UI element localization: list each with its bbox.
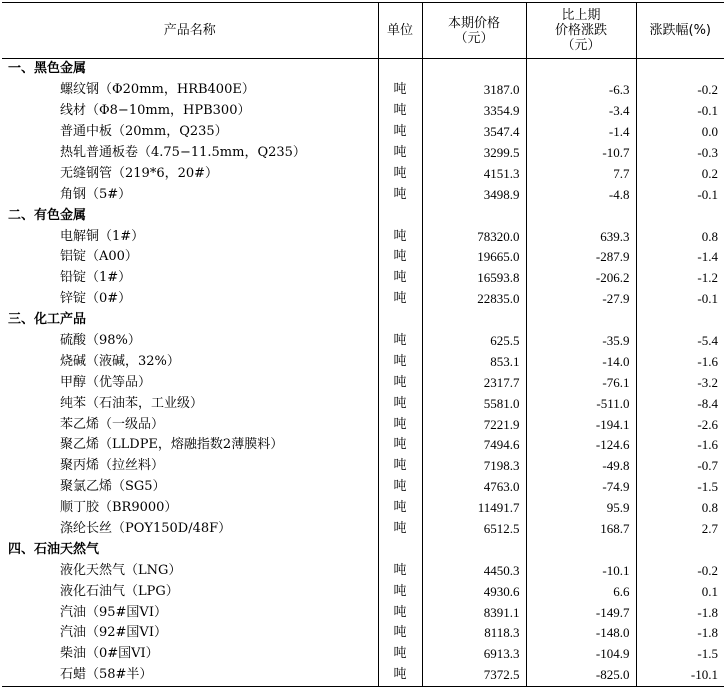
pct-cell: 0.8	[636, 498, 724, 519]
change-cell: -14.0	[526, 351, 636, 372]
unit-cell: 吨	[378, 226, 422, 247]
price-cell: 6913.3	[422, 644, 526, 665]
unit-cell: 吨	[378, 184, 422, 205]
pct-cell: -0.1	[636, 184, 724, 205]
table-row	[2, 414, 724, 435]
change-cell: -194.1	[526, 414, 636, 435]
product-name: 涤纶长丝（POY150D/48F）	[60, 521, 232, 537]
pct-cell: -1.6	[636, 435, 724, 456]
pct-cell: -0.1	[636, 289, 724, 310]
product-name: 聚氯乙烯（SG5）	[60, 479, 166, 495]
unit-cell	[378, 310, 422, 331]
category-title: 一、黑色金属	[8, 61, 87, 77]
unit-cell: 吨	[378, 665, 422, 686]
price-cell: 4763.0	[422, 477, 526, 498]
price-cell: 853.1	[422, 351, 526, 372]
pct-cell: -3.2	[636, 372, 724, 393]
price-cell	[422, 310, 526, 331]
table-row	[2, 372, 724, 393]
price-cell: 7198.3	[422, 456, 526, 477]
unit-cell: 吨	[378, 435, 422, 456]
pct-cell: 0.0	[636, 122, 724, 143]
table-row	[2, 289, 724, 310]
unit-cell: 吨	[378, 644, 422, 665]
price-cell: 625.5	[422, 331, 526, 352]
category-row	[2, 539, 724, 560]
header-price-line2: （元）	[454, 30, 494, 46]
change-cell	[526, 59, 636, 80]
pct-cell: -0.1	[636, 101, 724, 122]
table-row	[2, 122, 724, 143]
category-row	[2, 310, 724, 331]
change-cell: -10.7	[526, 143, 636, 164]
change-cell: -149.7	[526, 602, 636, 623]
product-name: 无缝钢管（219*6，20#）	[60, 165, 219, 181]
product-name: 电解铜（1#）	[60, 228, 145, 244]
pct-cell: -1.8	[636, 623, 724, 644]
product-name: 纯苯（石油苯，工业级）	[60, 395, 204, 411]
product-name: 热轧普通板卷（4.75−11.5mm，Q235）	[60, 145, 306, 160]
unit-cell: 吨	[378, 331, 422, 352]
unit-cell: 吨	[378, 101, 422, 122]
table-row	[2, 351, 724, 372]
price-cell: 22835.0	[422, 289, 526, 310]
product-name: 烧碱（液碱，32%）	[60, 353, 180, 369]
price-cell: 19665.0	[422, 247, 526, 268]
product-name: 螺纹钢（Φ20mm，HRB400E）	[60, 82, 255, 98]
change-cell: 7.7	[526, 163, 636, 184]
change-cell: -1.4	[526, 122, 636, 143]
unit-cell: 吨	[378, 289, 422, 310]
price-cell	[422, 59, 526, 80]
pct-cell: -0.3	[636, 143, 724, 164]
product-name: 甲醇（优等品）	[60, 374, 152, 390]
pct-cell: 0.1	[636, 581, 724, 602]
category-row	[2, 59, 724, 80]
product-name: 角钢（5#）	[60, 186, 132, 202]
unit-cell: 吨	[378, 414, 422, 435]
pct-cell: -10.1	[636, 665, 724, 686]
price-cell: 4930.6	[422, 581, 526, 602]
table-row	[2, 393, 724, 414]
product-name: 柴油（0#国VI）	[60, 646, 159, 662]
pct-cell: -2.6	[636, 414, 724, 435]
header-change-line3: （元）	[561, 38, 601, 53]
table-row	[2, 101, 724, 122]
change-cell: -511.0	[526, 393, 636, 414]
pct-cell: -0.7	[636, 456, 724, 477]
pct-cell: -0.2	[636, 560, 724, 581]
pct-cell: -1.8	[636, 602, 724, 623]
header-unit: 单位	[378, 3, 422, 59]
product-name: 液化天然气（LNG）	[60, 562, 182, 578]
change-cell: -148.0	[526, 623, 636, 644]
price-cell: 7221.9	[422, 414, 526, 435]
product-name: 聚乙烯（LLDPE，熔融指数2薄膜料）	[60, 437, 284, 453]
price-cell: 16593.8	[422, 268, 526, 289]
pct-cell: -0.2	[636, 80, 724, 101]
header-pct: 涨跌幅(%)	[636, 3, 724, 59]
table-row	[2, 268, 724, 289]
product-name: 石蜡（58#半）	[2, 665, 378, 686]
category-title: 三、化工产品	[8, 312, 87, 328]
unit-cell	[378, 539, 422, 560]
product-name: 苯乙烯（一级品）	[60, 416, 165, 432]
change-cell: -35.9	[526, 331, 636, 352]
price-cell	[422, 205, 526, 226]
header-name: 产品名称	[2, 3, 378, 59]
change-cell: -49.8	[526, 456, 636, 477]
table-row	[2, 163, 724, 184]
table-row	[2, 498, 724, 519]
pct-cell: -1.2	[636, 268, 724, 289]
unit-cell: 吨	[378, 581, 422, 602]
unit-cell: 吨	[378, 247, 422, 268]
category-title: 二、有色金属	[8, 207, 87, 223]
change-cell: -10.1	[526, 560, 636, 581]
header-price-line1: 本期价格	[447, 15, 500, 31]
unit-cell: 吨	[378, 80, 422, 101]
table-row	[2, 665, 724, 686]
product-name: 汽油（92#国VI）	[60, 625, 167, 641]
change-cell: -74.9	[526, 477, 636, 498]
change-cell: -3.4	[526, 101, 636, 122]
table-header	[2, 3, 724, 59]
change-cell: -206.2	[526, 268, 636, 289]
pct-cell: -1.5	[636, 477, 724, 498]
product-name: 线材（Φ8−10mm，HPB300）	[60, 103, 251, 119]
price-cell: 8391.1	[422, 602, 526, 623]
unit-cell: 吨	[378, 351, 422, 372]
table-row	[2, 644, 724, 665]
product-name: 硫酸（98%）	[60, 333, 141, 349]
unit-cell: 吨	[378, 456, 422, 477]
unit-cell: 吨	[378, 143, 422, 164]
change-cell: -104.9	[526, 644, 636, 665]
price-cell: 7494.6	[422, 435, 526, 456]
change-cell: -825.0	[526, 665, 636, 686]
unit-cell: 吨	[378, 268, 422, 289]
product-name: 顺丁胶（BR9000）	[60, 500, 178, 516]
price-cell: 3299.5	[422, 143, 526, 164]
pct-cell: -5.4	[636, 331, 724, 352]
pct-cell: -1.6	[636, 351, 724, 372]
price-cell: 78320.0	[422, 226, 526, 247]
table-row	[2, 477, 724, 498]
price-cell: 4151.3	[422, 163, 526, 184]
pct-cell: 0.8	[636, 226, 724, 247]
unit-cell: 吨	[378, 372, 422, 393]
unit-cell: 吨	[378, 498, 422, 519]
change-cell: -27.9	[526, 289, 636, 310]
table-row	[2, 519, 724, 540]
table-row	[2, 560, 724, 581]
table-row	[2, 247, 724, 268]
header-change	[526, 3, 636, 59]
product-name: 液化石油气（LPG）	[60, 583, 179, 599]
unit-cell	[378, 205, 422, 226]
pct-cell: -1.5	[636, 644, 724, 665]
change-cell: 95.9	[526, 498, 636, 519]
product-name: 汽油（95#国VI）	[60, 604, 167, 620]
change-cell: -6.3	[526, 80, 636, 101]
price-cell: 5581.0	[422, 393, 526, 414]
table-row	[2, 226, 724, 247]
header-change-line2: 价格涨跌	[554, 23, 607, 38]
pct-cell	[636, 310, 724, 331]
change-cell: -124.6	[526, 435, 636, 456]
pct-cell: 0.2	[636, 163, 724, 184]
table-row	[2, 435, 724, 456]
price-table	[2, 2, 724, 687]
pct-cell	[636, 59, 724, 80]
price-cell	[422, 539, 526, 560]
change-cell	[526, 205, 636, 226]
table-row	[2, 80, 724, 101]
change-cell	[526, 539, 636, 560]
product-name: 铝锭（A00）	[60, 249, 138, 265]
table-body	[2, 59, 724, 687]
change-cell: -287.9	[526, 247, 636, 268]
change-cell: -76.1	[526, 372, 636, 393]
unit-cell: 吨	[378, 163, 422, 184]
table-row	[2, 331, 724, 352]
unit-cell	[378, 59, 422, 80]
product-name: 普通中板（20mm，Q235）	[60, 124, 228, 140]
category-row	[2, 205, 724, 226]
price-cell: 3547.4	[422, 122, 526, 143]
category-title: 四、石油天然气	[8, 541, 100, 557]
price-cell: 2317.7	[422, 372, 526, 393]
unit-cell: 吨	[378, 393, 422, 414]
header-change-line1: 比上期	[561, 8, 601, 23]
unit-cell: 吨	[378, 519, 422, 540]
price-cell: 6512.5	[422, 519, 526, 540]
product-name: 锌锭（0#）	[60, 291, 132, 307]
table-row	[2, 184, 724, 205]
change-cell: 168.7	[526, 519, 636, 540]
pct-cell	[636, 539, 724, 560]
unit-cell: 吨	[378, 122, 422, 143]
unit-cell: 吨	[378, 602, 422, 623]
price-cell: 3187.0	[422, 80, 526, 101]
table-row	[2, 581, 724, 602]
price-cell: 11491.7	[422, 498, 526, 519]
change-cell: 6.6	[526, 581, 636, 602]
unit-cell: 吨	[378, 477, 422, 498]
table-row	[2, 143, 724, 164]
table-row	[2, 623, 724, 644]
price-cell: 8118.3	[422, 623, 526, 644]
pct-cell: 2.7	[636, 519, 724, 540]
product-name: 聚丙烯（拉丝料）	[60, 458, 165, 474]
table-row	[2, 602, 724, 623]
change-cell: -4.8	[526, 184, 636, 205]
price-cell: 7372.5	[422, 665, 526, 686]
table-row	[2, 456, 724, 477]
pct-cell: -1.4	[636, 247, 724, 268]
unit-cell: 吨	[378, 623, 422, 644]
price-cell: 3354.9	[422, 101, 526, 122]
change-cell: 639.3	[526, 226, 636, 247]
header-price	[422, 3, 526, 59]
product-name: 铅锭（1#）	[60, 270, 132, 286]
pct-cell: -8.4	[636, 393, 724, 414]
change-cell	[526, 310, 636, 331]
price-cell: 4450.3	[422, 560, 526, 581]
unit-cell: 吨	[378, 560, 422, 581]
pct-cell	[636, 205, 724, 226]
price-cell: 3498.9	[422, 184, 526, 205]
